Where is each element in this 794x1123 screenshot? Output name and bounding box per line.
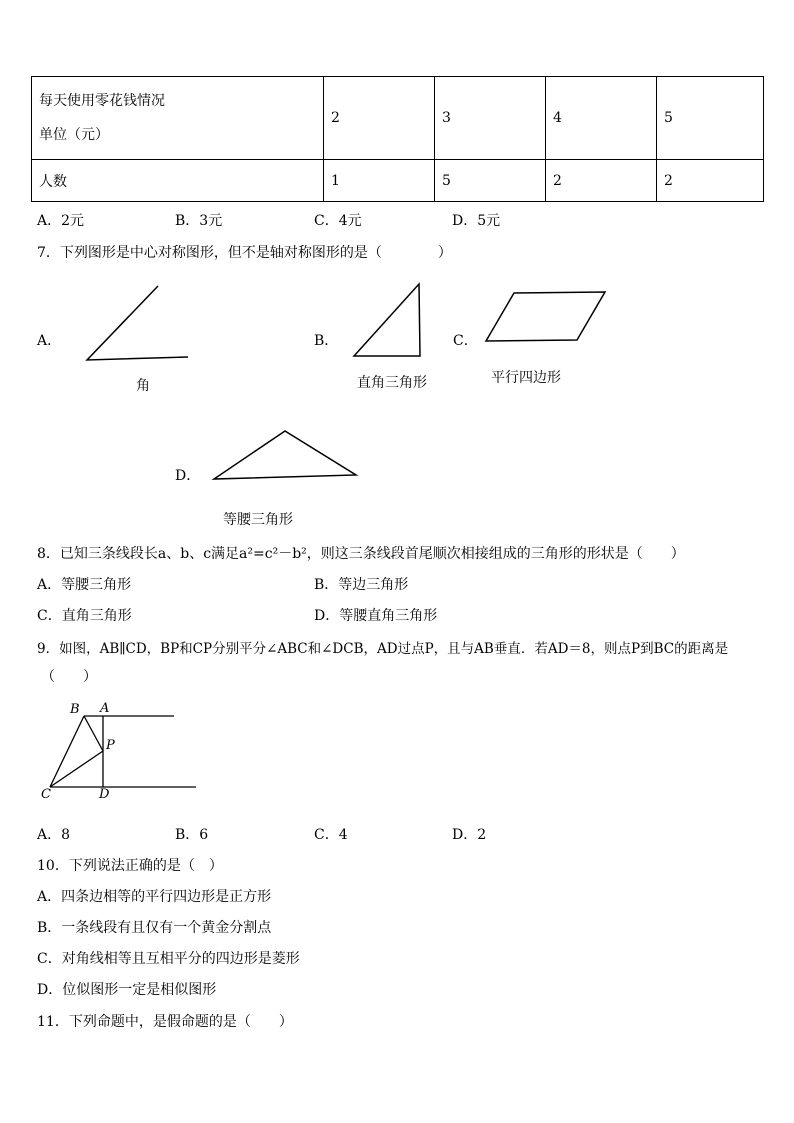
table-cell: 4 [546, 77, 657, 160]
q8-option-d: D．等腰直角三角形 [314, 608, 438, 624]
table-cell: 2 [324, 77, 435, 160]
right-triangle-caption: 直角三角形 [357, 375, 427, 391]
q9-option-a: A．8 [37, 827, 71, 843]
q7-text: 7．下列图形是中心对称图形，但不是轴对称图形的是（ ） [37, 245, 452, 261]
q7-letter-a: A． [37, 333, 62, 349]
header-label-line1: 每天使用零花钱情况 [39, 93, 165, 109]
isosceles-triangle-caption: 等腰三角形 [223, 512, 293, 528]
q10-option-b: B．一条线段有且仅有一个黄金分割点 [37, 920, 272, 936]
q9-text: 9．如图，AB∥CD，BP和CP分别平分∠ABC和∠DCB，AD过点P，且与AB垂直．若AD＝8，则点P到BC的距离是 [37, 641, 729, 657]
point-a-label: A [100, 701, 110, 716]
q9-option-d: D．2 [452, 827, 487, 843]
point-c-label: C [41, 787, 51, 802]
q6-option-d: D．5元 [452, 213, 501, 229]
q7-letter-b: B． [314, 333, 339, 349]
q6-option-b: B．3元 [175, 213, 223, 229]
q7-letter-d: D． [175, 468, 201, 484]
angle-caption: 角 [136, 378, 150, 394]
table-cell: 1 [324, 160, 435, 202]
table-row-label: 人数 [32, 160, 324, 202]
q9-option-b: B．6 [175, 827, 209, 843]
q11-text: 11．下列命题中，是假命题的是（ ） [37, 1014, 293, 1030]
q6-option-a: A．2元 [37, 213, 85, 229]
q8-option-c: C．直角三角形 [37, 608, 132, 624]
table-cell: 2 [546, 160, 657, 202]
q10-text: 10．下列说法正确的是（ ） [37, 858, 223, 874]
point-d-label: D [99, 787, 110, 802]
q9-option-c: C．4 [314, 827, 348, 843]
point-p-label: P [106, 738, 115, 753]
q8-text: 8．已知三条线段长a、b、c满足a²=c²－b²，则这三条线段首尾顺次相接组成的三角形的形状是（ ） [37, 546, 685, 562]
q10-option-a: A．四条边相等的平行四边形是正方形 [37, 889, 272, 905]
q8-option-a: A．等腰三角形 [37, 577, 132, 593]
header-label-line2: 单位（元） [39, 127, 109, 143]
parallelogram-caption: 平行四边形 [491, 370, 561, 386]
q9-paren: （ ） [41, 669, 97, 685]
table-cell: 3 [435, 77, 546, 160]
q10-option-c: C．对角线相等且互相平分的四边形是菱形 [37, 951, 300, 967]
point-b-label: B [70, 702, 80, 717]
table-cell: 5 [657, 77, 764, 160]
q8-option-b: B．等边三角形 [314, 577, 409, 593]
q10-option-d: D．位似图形一定是相似图形 [37, 982, 217, 998]
table-cell: 2 [657, 160, 764, 202]
q6-option-c: C．4元 [314, 213, 362, 229]
table-cell: 5 [435, 160, 546, 202]
q7-letter-c: C． [453, 333, 478, 349]
